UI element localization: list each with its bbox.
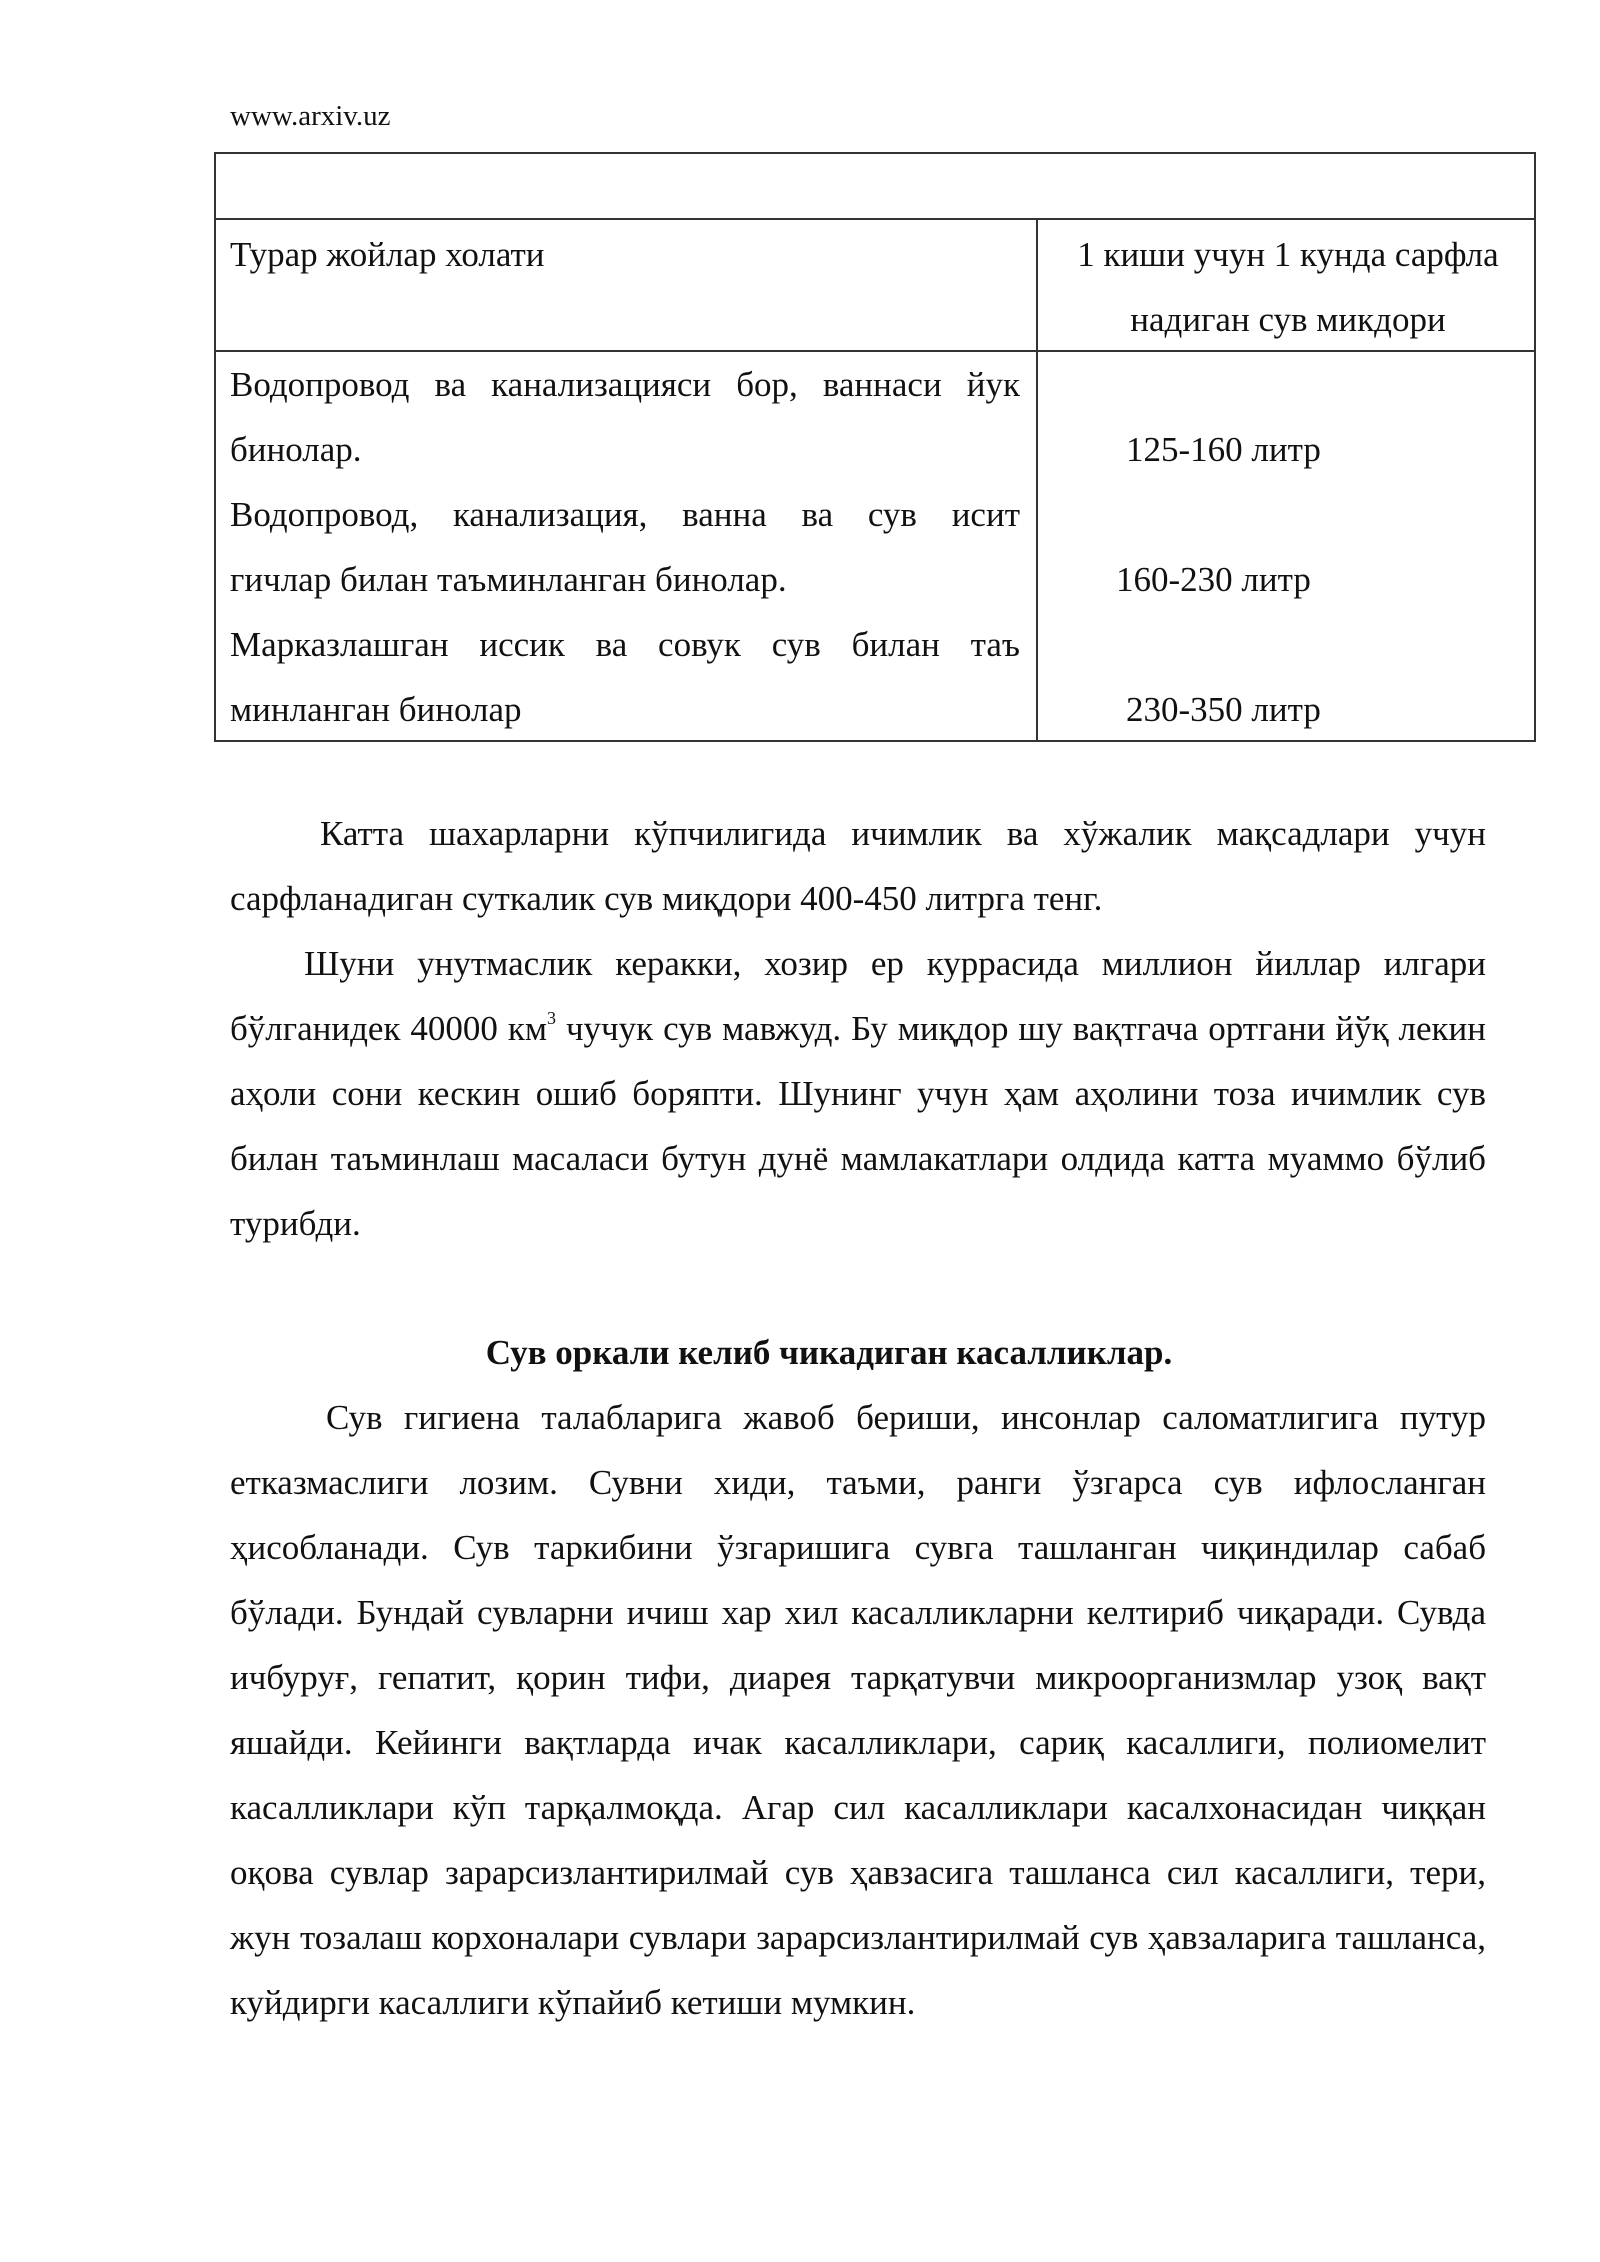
table-header-consumption-line2: надиган сув микдори bbox=[1130, 300, 1446, 339]
table-row-2-line1: Водопровод, канализация, ванна ва сув исит bbox=[230, 495, 1020, 534]
table-row-3-line1: Марказлашган иссик ва совук сув билан таъ bbox=[230, 625, 1020, 664]
table-row-3-value: 230-350 литр bbox=[1126, 690, 1321, 729]
paragraph-1-text: Катта шахарларни кўпчилигида ичимлик ва хўжалик мақсадлари учун сарфланадиган суткалик сув миқдори 400-450 литрга тенг. bbox=[230, 814, 1486, 918]
paragraph-2-text bbox=[230, 931, 1486, 1256]
paragraph-2-before: Шуни унутмаслик керакки, хозир ер куррасида миллион йиллар илгари бўлганидек 40000 км bbox=[230, 944, 1486, 1048]
table-divider bbox=[216, 218, 1534, 220]
paragraph-2-after: чучук сув мавжуд. Бу миқдор шу вақтгача ортгани йўқ лекин аҳоли сони кескин ошиб боряпти. Шунинг учун ҳам аҳолини тоза ичимлик сув билан таъминлаш масаласи бутун дунё мамлакатлари олдида катта муаммо бўлиб турибди. bbox=[230, 1009, 1487, 1243]
table-row-1-value: 125-160 литр bbox=[1126, 430, 1321, 469]
paragraph-3 bbox=[230, 1385, 1486, 2035]
paragraph-3-text: Сув гигиена талабларига жавоб бериши, инсонлар саломатлигига путур етказмаслиги лозим. Сувни хиди, таъми, ранги ўзгарса сув ифлосланган ҳисобланади. Сув таркибини ўзгаришига сувга ташланган чиқиндилар сабаб бўлади. Бундай сувларни ичиш хар хил касалликларни келтириб чиқаради. Сувда ичбуруғ, гепатит, қорин тифи, диарея тарқатувчи микроорганизмлар узоқ вақт яшайди. Кейинги вақтларда ичак касалликлари, сариқ касаллиги, полиомелит касалликлари кўп тарқалмоқда. Агар сил касалликлари касалхонасидан чиққан оқова сувлар зарарсизлантирилмай сув ҳавзасига ташланса сил касаллиги, тери, жун тозалаш корхоналари сувлари зарарсизлантирилмай сув ҳавзаларига ташланса, куйдирги касаллиги кўпайиб кетиши мумкин. bbox=[230, 1398, 1486, 2022]
table-header-housing: Турар жойлар холати bbox=[230, 235, 545, 274]
section-heading: Сув оркали келиб чикадиган касалликлар. bbox=[485, 1333, 1173, 1372]
table-row-1-line2: бинолар. bbox=[230, 430, 362, 469]
paragraph-2 bbox=[230, 931, 1486, 1256]
superscript: 3 bbox=[547, 1008, 557, 1028]
table-row-2-value: 160-230 литр bbox=[1116, 560, 1311, 599]
paragraph-1 bbox=[230, 801, 1486, 931]
site-url: www.arxiv.uz bbox=[230, 100, 391, 132]
table-row-1-line1: Водопровод ва канализацияси бор, ваннаси йук bbox=[230, 365, 1020, 404]
table-row-2-line2: гичлар билан таъминланган бинолар. bbox=[230, 560, 787, 599]
table-header-consumption-line1: 1 киши учун 1 кунда сарфла bbox=[1077, 235, 1499, 274]
table-row-3-line2: минланган бинолар bbox=[230, 690, 522, 729]
water-consumption-table bbox=[214, 152, 1536, 742]
